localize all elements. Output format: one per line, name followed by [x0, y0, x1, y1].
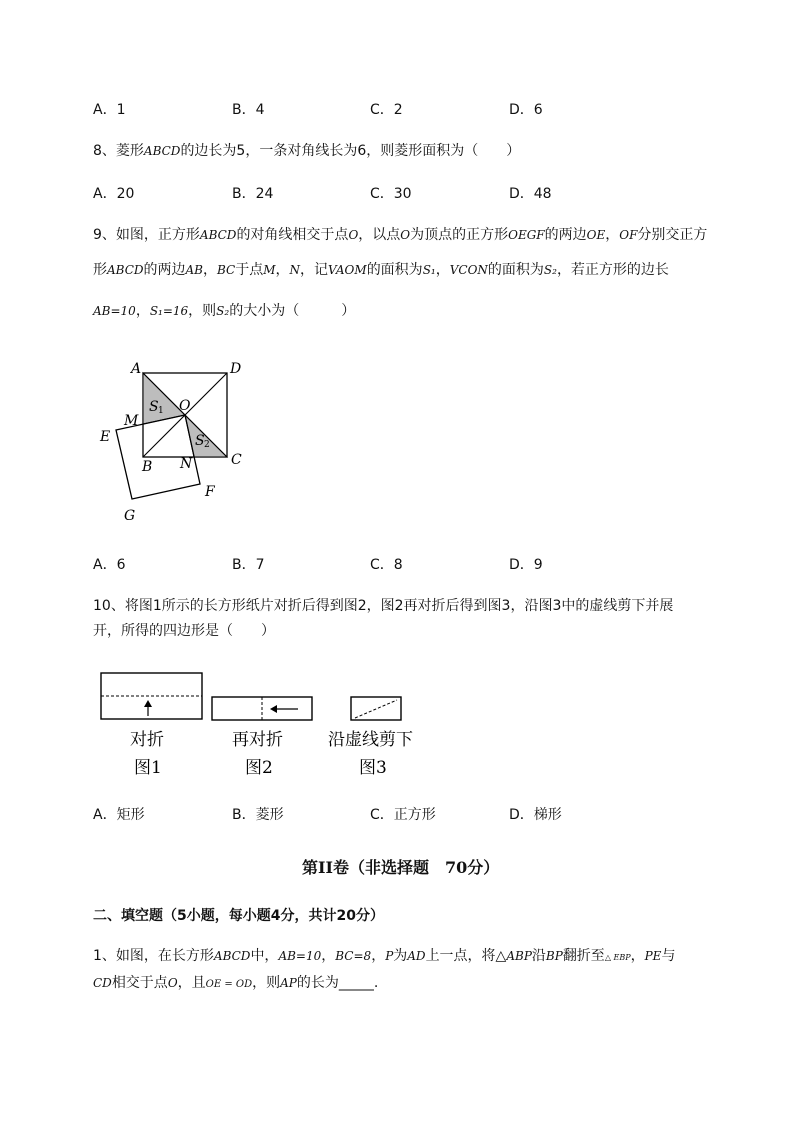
q7-option-b: B．4: [232, 102, 265, 118]
q8-shape-name: ABCD: [143, 144, 181, 158]
fill1-line-1: 1、如图，在长方形ABCD中，AB=10，BC=8，P为AD上一点，将△ABP沿BP翻折至△ EBP，PE与: [93, 948, 676, 964]
fill1-line-2: CD相交于点O，且OE = OD，则AP的长为_____.: [93, 975, 379, 991]
q10-option-a: A．矩形: [93, 807, 145, 823]
q7-option-c: C．2: [370, 102, 403, 118]
q7-option-d: D．6: [509, 102, 543, 118]
q9-line-2: 形ABCD的两边AB，BC于点M，N，记VAOM的面积为S₁，VCON的面积为S₂，若正方形的边长: [93, 262, 669, 278]
label-s2: S: [195, 433, 205, 449]
q9-option-a: A．6: [93, 557, 126, 573]
label-d: D: [230, 361, 242, 377]
q7-option-a: A．1: [93, 102, 126, 118]
q10-line-2: 开，所得的四边形是（ ）: [93, 623, 275, 639]
fig3-rectangle: [351, 697, 401, 720]
section-2-title: 第II卷（非选择题 70分）: [302, 858, 500, 877]
q8-option-d: D．48: [509, 186, 552, 202]
label-e: E: [100, 429, 111, 445]
q9-option-d: D．9: [509, 557, 543, 573]
label-c: C: [231, 452, 242, 468]
label-o: O: [179, 398, 191, 414]
label-a: A: [131, 361, 142, 377]
q8-option-b: B．24: [232, 186, 274, 202]
label-n: N: [180, 456, 193, 472]
label-s1: S: [149, 399, 159, 415]
q10-option-c: C．正方形: [370, 807, 436, 823]
q8-text: 的边长为5，一条对角线长为6，则菱形面积为（ ）: [180, 143, 521, 159]
fig1-arrow-head: [144, 700, 152, 707]
label-b: B: [142, 459, 153, 475]
label-s2-sub: 2: [204, 440, 210, 450]
fig3-caption: 沿虚线剪下: [328, 730, 413, 750]
q9-option-c: C．8: [370, 557, 403, 573]
label-f: F: [205, 484, 215, 500]
fill-in-heading: 二、填空题（5小题，每小题4分，共计20分）: [93, 908, 384, 924]
q9-line-1: 9、如图，正方形ABCD的对角线相交于点O，以点O为顶点的正方形OEGF的两边OE，OF分别交正方: [93, 227, 708, 243]
fig2-label: 图2: [245, 758, 273, 778]
q9-geometry-figure: [85, 352, 265, 532]
q10-option-d: D．梯形: [509, 807, 562, 823]
q9-option-b: B．7: [232, 557, 265, 573]
fig1-caption: 对折: [130, 730, 164, 750]
label-g: G: [124, 508, 136, 524]
fig3-cut-line: [355, 700, 397, 718]
fig2-arrow-head: [270, 705, 277, 713]
label-m: M: [124, 413, 139, 429]
fig1-label: 图1: [134, 758, 162, 778]
q8-option-c: C．30: [370, 186, 412, 202]
q10-folding-figures: [95, 668, 435, 780]
fig2-caption: 再对折: [232, 730, 283, 750]
q10-line-1: 10、将图1所示的长方形纸片对折后得到图2，图2再对折后得到图3，沿图3中的虚线剪下并展: [93, 598, 674, 614]
q8-option-a: A．20: [93, 186, 135, 202]
q9-line-3: AB=10，S₁=16，则S₂的大小为（ ）: [93, 303, 356, 319]
q10-option-b: B．菱形: [232, 807, 284, 823]
q8-number: 8、菱形: [93, 143, 144, 159]
label-s1-sub: 1: [158, 406, 164, 416]
fig3-label: 图3: [359, 758, 387, 778]
q8-question: [93, 142, 520, 160]
